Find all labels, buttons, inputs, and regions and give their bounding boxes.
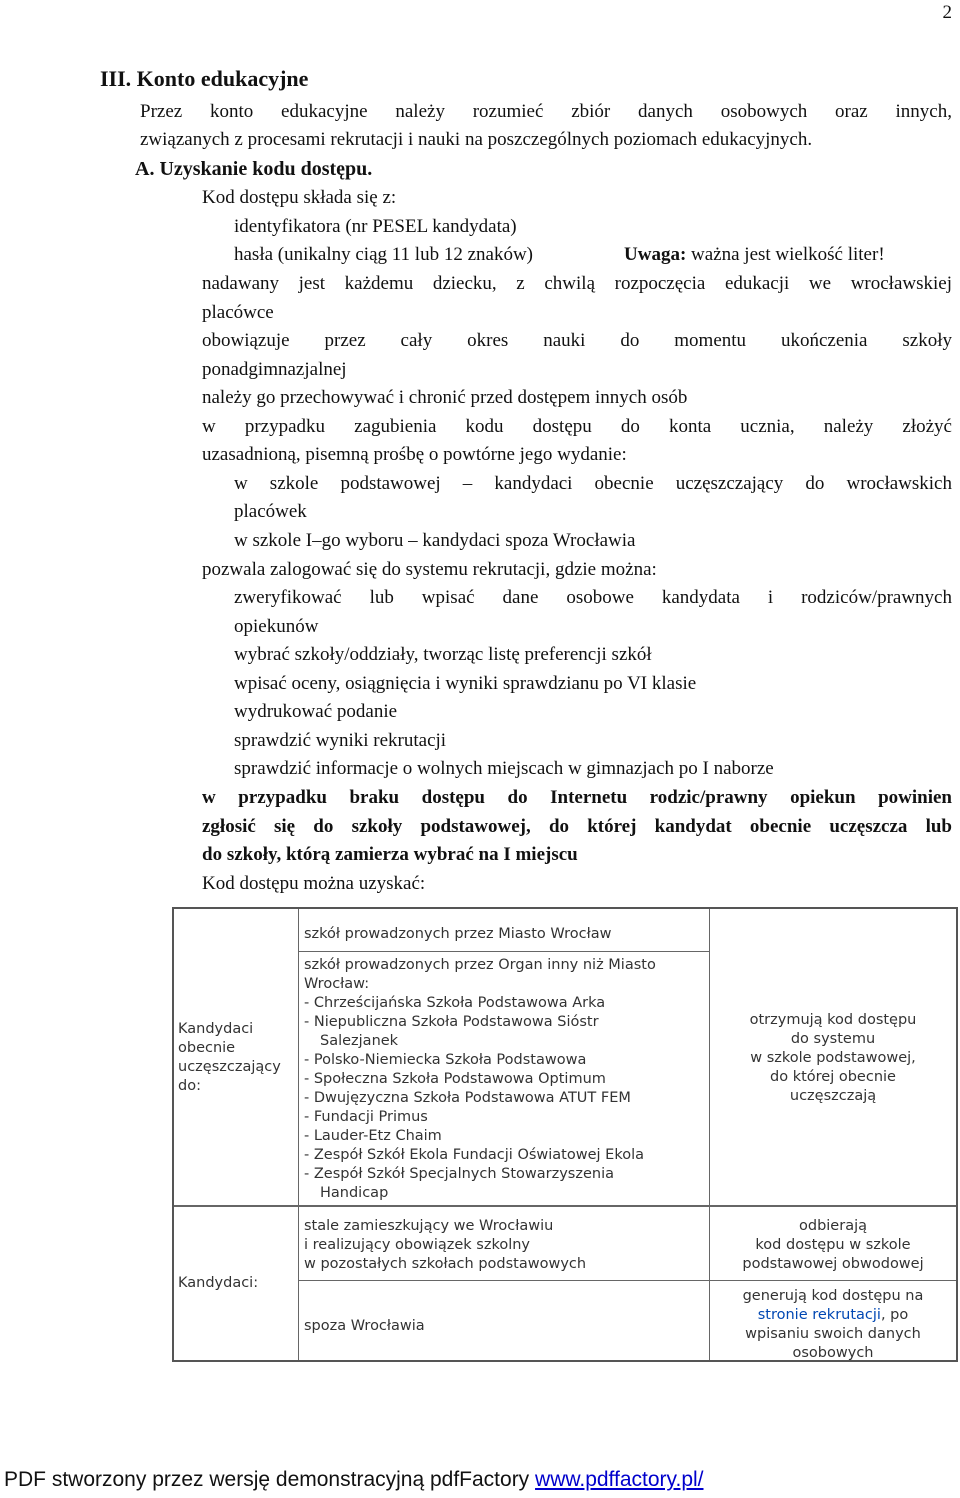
cell-non-resident: spoza Wrocławia bbox=[304, 1318, 425, 1334]
row-divider bbox=[174, 1205, 956, 1207]
bullet-item: opiekunów bbox=[234, 616, 319, 637]
pdf-footer bbox=[4, 1468, 704, 1492]
bullet-item: wpisać oceny, osiągnięcia i wyniki sprawdzianu po VI klasie bbox=[234, 673, 697, 694]
bold-text-line: do szkoły, którą zamierza wybrać na I miejscu bbox=[202, 844, 578, 865]
cell-resident-result: odbierają kod dostępu w szkole podstawowej obwodowej bbox=[742, 1218, 924, 1272]
warning-text: ważna jest wielkość liter! bbox=[686, 244, 885, 265]
text-line: należy go przechowywać i chronić przed dostępem innych osób bbox=[202, 387, 688, 408]
subsection-heading: A. Uzyskanie kodu dostępu. bbox=[135, 158, 373, 180]
text-line: Kod dostępu można uzyskać: bbox=[202, 873, 426, 894]
text-line: uzasadnioną, pisemną prośbę o powtórne jego wydanie: bbox=[202, 444, 627, 465]
intro-line-2: związanych z procesami rekrutacji i nauki na poszczególnych poziomach edukacyjnych. bbox=[140, 129, 813, 150]
cell-non-resident-result: generują kod dostępu na stronie rekrutacji, po wpisaniu swoich danych osobowych bbox=[742, 1288, 924, 1361]
row-divider bbox=[298, 951, 709, 952]
intro-line-1: Przez konto edukacyjne należy rozumieć zbiór danych osobowych oraz innych, bbox=[140, 101, 952, 122]
text-line: ponadgimnazjalnej bbox=[202, 359, 347, 380]
section-heading: III. Konto edukacyjne bbox=[100, 66, 309, 91]
cell-current-result: otrzymują kod dostępu do systemu w szkole podstawowej, do której obecnie uczęszczają bbox=[749, 1012, 917, 1104]
bullet-item: sprawdzić informacje o wolnych miejscach w gimnazjach po I naborze bbox=[234, 758, 774, 779]
column-divider bbox=[298, 909, 299, 1360]
text-line: Kod dostępu składa się z: bbox=[202, 187, 397, 208]
bullet-item: placówek bbox=[234, 501, 307, 522]
bullet-item: w szkole I–go wyboru – kandydaci spoza Wrocławia bbox=[234, 530, 636, 551]
text-line: pozwala zalogować się do systemu rekrutacji, gdzie można: bbox=[202, 559, 657, 580]
bullet-item: w szkole podstawowej – kandydaci obecnie uczęszczający do wrocławskich bbox=[234, 473, 952, 494]
page-number: 2 bbox=[942, 2, 952, 23]
text-line: obowiązuje przez cały okres nauki do momentu ukończenia szkoły bbox=[202, 330, 952, 351]
text-line: placówce bbox=[202, 302, 274, 323]
recruitment-page-link[interactable]: stronie rekrutacji bbox=[757, 1307, 881, 1323]
bold-text-line: w przypadku braku dostępu do Internetu rodzic/prawny opiekun powinien bbox=[202, 787, 952, 808]
cell-other-schools: szkół prowadzonych przez Organ inny niż Miasto Wrocław: - Chrześcijańska Szkoła Podstawowa Arka - Niepubliczna Szkoła Podstawowa Sióstr Salezjanek - Polsko-Niemiecka Szkoła Podstawowa - Społeczna Szkoła Podstawowa Optimum - Dwujęzyczna Szkoła Podstawowa ATUT FEM - Fundacji Primus - Lauder-Etz Chaim - Zespół Szkół Ekola Fundacji Oświatowej Ekola - Zespół Szkół Specjalnych Stowarzyszenia Handicap bbox=[304, 957, 656, 1201]
bullet-item: zweryfikować lub wpisać dane osobowe kandydata i rodziców/prawnych bbox=[234, 587, 952, 608]
bullet-item: sprawdzić wyniki rekrutacji bbox=[234, 730, 447, 751]
access-code-table bbox=[172, 907, 958, 1362]
text-line: nadawany jest każdemu dziecku, z chwilą rozpoczęcia edukacji we wrocławskiej bbox=[202, 273, 952, 294]
cell-city-schools: szkół prowadzonych przez Miasto Wrocław bbox=[304, 926, 612, 942]
footer-text: PDF stworzony przez wersję demonstracyjną pdfFactory bbox=[4, 1468, 536, 1491]
warning-label: Uwaga: bbox=[624, 244, 687, 265]
text-line: w przypadku zagubienia kodu dostępu do konta ucznia, należy złożyć bbox=[202, 416, 952, 437]
row-divider bbox=[298, 1280, 956, 1281]
bullet-item: wydrukować podanie bbox=[234, 701, 398, 722]
row-label-current: Kandydaci obecnie uczęszczający do: bbox=[178, 1021, 281, 1094]
row-label-candidates: Kandydaci: bbox=[178, 1275, 259, 1291]
pdffactory-link[interactable]: www.pdffactory.pl/ bbox=[535, 1468, 704, 1491]
bullet-item: hasła (unikalny ciąg 11 lub 12 znaków) bbox=[234, 244, 533, 265]
bullet-item: wybrać szkoły/oddziały, tworząc listę preferencji szkół bbox=[234, 644, 652, 665]
cell-resident: stale zamieszkujący we Wrocławiu i realizujący obowiązek szkolny w pozostałych szkołach podstawowych bbox=[304, 1218, 587, 1272]
bold-text-line: zgłosić się do szkoły podstawowej, do której kandydat obecnie uczęszcza lub bbox=[202, 816, 952, 837]
warning-note bbox=[624, 244, 885, 266]
bullet-item: identyfikatora (nr PESEL kandydata) bbox=[234, 216, 517, 237]
